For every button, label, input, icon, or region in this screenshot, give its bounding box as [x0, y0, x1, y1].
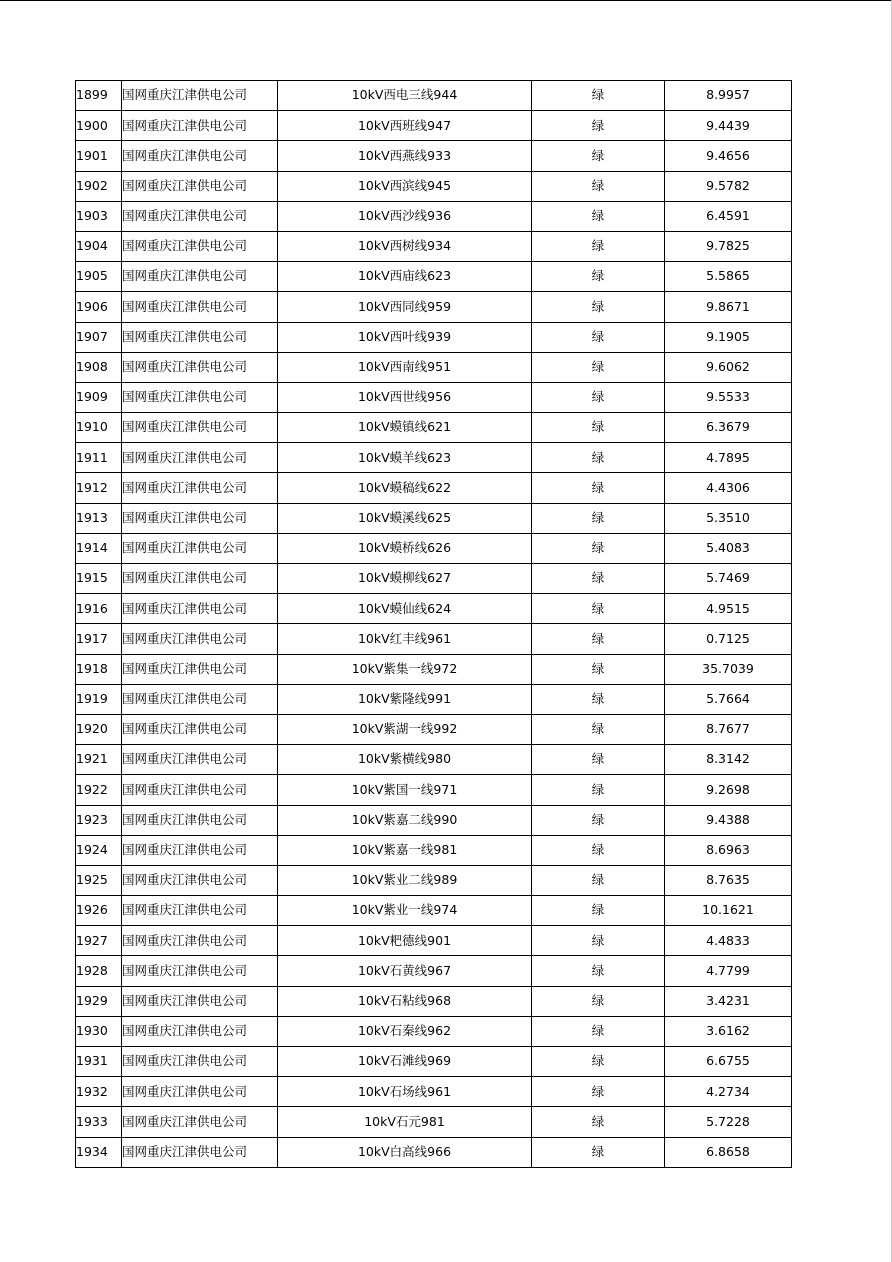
row-number: 1925	[76, 865, 122, 895]
company-cell: 国网重庆江津供电公司	[122, 1047, 278, 1077]
line-name-cell: 10kV石黄线967	[278, 956, 532, 986]
status-cell: 绿	[532, 171, 665, 201]
status-cell: 绿	[532, 684, 665, 714]
line-name-cell: 10kV蟆仙线624	[278, 594, 532, 624]
line-name-cell: 10kV紫隆线991	[278, 684, 532, 714]
line-name-cell: 10kV蟆溪线625	[278, 503, 532, 533]
company-cell: 国网重庆江津供电公司	[122, 473, 278, 503]
value-cell: 6.3679	[665, 413, 792, 443]
line-name-cell: 10kV石滩线969	[278, 1047, 532, 1077]
company-cell: 国网重庆江津供电公司	[122, 775, 278, 805]
line-name-cell: 10kV粑德线901	[278, 926, 532, 956]
status-cell: 绿	[532, 503, 665, 533]
line-name-cell: 10kV石秦线962	[278, 1016, 532, 1046]
row-number: 1923	[76, 805, 122, 835]
row-number: 1902	[76, 171, 122, 201]
company-cell: 国网重庆江津供电公司	[122, 564, 278, 594]
line-name-cell: 10kV西班线947	[278, 111, 532, 141]
status-cell: 绿	[532, 714, 665, 744]
status-cell: 绿	[532, 352, 665, 382]
row-number: 1930	[76, 1016, 122, 1046]
line-name-cell: 10kV蟆稿线622	[278, 473, 532, 503]
value-cell: 8.7635	[665, 865, 792, 895]
value-cell: 6.4591	[665, 201, 792, 231]
status-cell: 绿	[532, 926, 665, 956]
company-cell: 国网重庆江津供电公司	[122, 865, 278, 895]
table-row	[76, 896, 792, 926]
row-number: 1934	[76, 1137, 122, 1167]
line-name-cell: 10kV蟆镇线621	[278, 413, 532, 443]
company-cell: 国网重庆江津供电公司	[122, 322, 278, 352]
company-cell: 国网重庆江津供电公司	[122, 262, 278, 292]
row-number: 1926	[76, 896, 122, 926]
row-number: 1901	[76, 141, 122, 171]
table-row	[76, 956, 792, 986]
status-cell: 绿	[532, 775, 665, 805]
row-number: 1917	[76, 624, 122, 654]
row-number: 1932	[76, 1077, 122, 1107]
table-row	[76, 292, 792, 322]
table-row	[76, 805, 792, 835]
line-name-cell: 10kV西世线956	[278, 382, 532, 412]
table-row	[76, 413, 792, 443]
company-cell: 国网重庆江津供电公司	[122, 594, 278, 624]
company-cell: 国网重庆江津供电公司	[122, 1077, 278, 1107]
status-cell: 绿	[532, 896, 665, 926]
value-cell: 8.6963	[665, 835, 792, 865]
table-row	[76, 503, 792, 533]
value-cell: 9.7825	[665, 231, 792, 261]
status-cell: 绿	[532, 564, 665, 594]
company-cell: 国网重庆江津供电公司	[122, 1016, 278, 1046]
value-cell: 4.4306	[665, 473, 792, 503]
table-row	[76, 231, 792, 261]
table-row	[76, 714, 792, 744]
table-row	[76, 533, 792, 563]
value-cell: 4.9515	[665, 594, 792, 624]
value-cell: 5.7228	[665, 1107, 792, 1137]
company-cell: 国网重庆江津供电公司	[122, 1107, 278, 1137]
value-cell: 3.6162	[665, 1016, 792, 1046]
table-row	[76, 684, 792, 714]
value-cell: 4.7895	[665, 443, 792, 473]
table-row	[76, 745, 792, 775]
company-cell: 国网重庆江津供电公司	[122, 986, 278, 1016]
value-cell: 9.4388	[665, 805, 792, 835]
row-number: 1900	[76, 111, 122, 141]
line-name-cell: 10kV西沙线936	[278, 201, 532, 231]
company-cell: 国网重庆江津供电公司	[122, 835, 278, 865]
line-name-cell: 10kV西庙线623	[278, 262, 532, 292]
status-cell: 绿	[532, 292, 665, 322]
value-cell: 9.1905	[665, 322, 792, 352]
data-table	[75, 80, 792, 1168]
company-cell: 国网重庆江津供电公司	[122, 926, 278, 956]
row-number: 1919	[76, 684, 122, 714]
line-name-cell: 10kV蟆羊线623	[278, 443, 532, 473]
table-row	[76, 564, 792, 594]
table-row	[76, 81, 792, 111]
row-number: 1920	[76, 714, 122, 744]
row-number: 1907	[76, 322, 122, 352]
value-cell: 9.2698	[665, 775, 792, 805]
row-number: 1908	[76, 352, 122, 382]
company-cell: 国网重庆江津供电公司	[122, 956, 278, 986]
table-row	[76, 986, 792, 1016]
row-number: 1913	[76, 503, 122, 533]
company-cell: 国网重庆江津供电公司	[122, 292, 278, 322]
table-row	[76, 865, 792, 895]
table-row	[76, 1047, 792, 1077]
status-cell: 绿	[532, 654, 665, 684]
company-cell: 国网重庆江津供电公司	[122, 684, 278, 714]
status-cell: 绿	[532, 594, 665, 624]
line-name-cell: 10kV西同线959	[278, 292, 532, 322]
status-cell: 绿	[532, 1077, 665, 1107]
row-number: 1914	[76, 533, 122, 563]
status-cell: 绿	[532, 322, 665, 352]
company-cell: 国网重庆江津供电公司	[122, 654, 278, 684]
status-cell: 绿	[532, 865, 665, 895]
company-cell: 国网重庆江津供电公司	[122, 533, 278, 563]
status-cell: 绿	[532, 533, 665, 563]
table-body	[76, 81, 792, 1168]
table-row	[76, 141, 792, 171]
value-cell: 8.7677	[665, 714, 792, 744]
status-cell: 绿	[532, 956, 665, 986]
value-cell: 9.6062	[665, 352, 792, 382]
value-cell: 9.5533	[665, 382, 792, 412]
table-row	[76, 775, 792, 805]
line-name-cell: 10kV紫集一线972	[278, 654, 532, 684]
row-number: 1931	[76, 1047, 122, 1077]
row-number: 1918	[76, 654, 122, 684]
status-cell: 绿	[532, 231, 665, 261]
line-name-cell: 10kV白高线966	[278, 1137, 532, 1167]
table-row	[76, 473, 792, 503]
status-cell: 绿	[532, 111, 665, 141]
table-row	[76, 382, 792, 412]
line-name-cell: 10kV蟆桥线626	[278, 533, 532, 563]
row-number: 1921	[76, 745, 122, 775]
table-row	[76, 1077, 792, 1107]
value-cell: 5.4083	[665, 533, 792, 563]
table-row	[76, 926, 792, 956]
row-number: 1933	[76, 1107, 122, 1137]
table-row	[76, 1107, 792, 1137]
status-cell: 绿	[532, 835, 665, 865]
company-cell: 国网重庆江津供电公司	[122, 443, 278, 473]
status-cell: 绿	[532, 745, 665, 775]
company-cell: 国网重庆江津供电公司	[122, 231, 278, 261]
company-cell: 国网重庆江津供电公司	[122, 624, 278, 654]
status-cell: 绿	[532, 201, 665, 231]
company-cell: 国网重庆江津供电公司	[122, 896, 278, 926]
value-cell: 5.3510	[665, 503, 792, 533]
row-number: 1929	[76, 986, 122, 1016]
line-name-cell: 10kV西电三线944	[278, 81, 532, 111]
value-cell: 4.2734	[665, 1077, 792, 1107]
line-name-cell: 10kV紫业一线974	[278, 896, 532, 926]
row-number: 1911	[76, 443, 122, 473]
table-row	[76, 835, 792, 865]
company-cell: 国网重庆江津供电公司	[122, 805, 278, 835]
status-cell: 绿	[532, 1016, 665, 1046]
status-cell: 绿	[532, 1107, 665, 1137]
status-cell: 绿	[532, 443, 665, 473]
value-cell: 9.5782	[665, 171, 792, 201]
table-row	[76, 262, 792, 292]
table-row	[76, 1137, 792, 1167]
company-cell: 国网重庆江津供电公司	[122, 171, 278, 201]
row-number: 1904	[76, 231, 122, 261]
line-name-cell: 10kV紫业二线989	[278, 865, 532, 895]
company-cell: 国网重庆江津供电公司	[122, 201, 278, 231]
row-number: 1922	[76, 775, 122, 805]
status-cell: 绿	[532, 262, 665, 292]
company-cell: 国网重庆江津供电公司	[122, 382, 278, 412]
table-row	[76, 352, 792, 382]
line-name-cell: 10kV紫湖一线992	[278, 714, 532, 744]
company-cell: 国网重庆江津供电公司	[122, 503, 278, 533]
company-cell: 国网重庆江津供电公司	[122, 1137, 278, 1167]
row-number: 1903	[76, 201, 122, 231]
status-cell: 绿	[532, 1137, 665, 1167]
row-number: 1909	[76, 382, 122, 412]
table-row	[76, 654, 792, 684]
table-row	[76, 594, 792, 624]
row-number: 1906	[76, 292, 122, 322]
table-row	[76, 171, 792, 201]
table-row	[76, 111, 792, 141]
row-number: 1924	[76, 835, 122, 865]
line-name-cell: 10kV西燕线933	[278, 141, 532, 171]
value-cell: 5.7664	[665, 684, 792, 714]
line-name-cell: 10kV石粘线968	[278, 986, 532, 1016]
line-name-cell: 10kV石场线961	[278, 1077, 532, 1107]
value-cell: 9.4439	[665, 111, 792, 141]
value-cell: 4.7799	[665, 956, 792, 986]
line-name-cell: 10kV紫嘉二线990	[278, 805, 532, 835]
status-cell: 绿	[532, 473, 665, 503]
line-name-cell: 10kV红丰线961	[278, 624, 532, 654]
company-cell: 国网重庆江津供电公司	[122, 81, 278, 111]
value-cell: 9.8671	[665, 292, 792, 322]
company-cell: 国网重庆江津供电公司	[122, 714, 278, 744]
row-number: 1905	[76, 262, 122, 292]
value-cell: 9.4656	[665, 141, 792, 171]
status-cell: 绿	[532, 624, 665, 654]
row-number: 1916	[76, 594, 122, 624]
company-cell: 国网重庆江津供电公司	[122, 413, 278, 443]
status-cell: 绿	[532, 986, 665, 1016]
line-name-cell: 10kV蟆柳线627	[278, 564, 532, 594]
value-cell: 3.4231	[665, 986, 792, 1016]
company-cell: 国网重庆江津供电公司	[122, 745, 278, 775]
table-row	[76, 322, 792, 352]
line-name-cell: 10kV西南线951	[278, 352, 532, 382]
company-cell: 国网重庆江津供电公司	[122, 352, 278, 382]
status-cell: 绿	[532, 413, 665, 443]
line-name-cell: 10kV西叶线939	[278, 322, 532, 352]
status-cell: 绿	[532, 81, 665, 111]
row-number: 1928	[76, 956, 122, 986]
row-number: 1899	[76, 81, 122, 111]
row-number: 1912	[76, 473, 122, 503]
value-cell: 4.4833	[665, 926, 792, 956]
company-cell: 国网重庆江津供电公司	[122, 141, 278, 171]
status-cell: 绿	[532, 805, 665, 835]
table-row	[76, 443, 792, 473]
line-name-cell: 10kV紫横线980	[278, 745, 532, 775]
status-cell: 绿	[532, 141, 665, 171]
line-name-cell: 10kV紫国一线971	[278, 775, 532, 805]
line-name-cell: 10kV紫嘉一线981	[278, 835, 532, 865]
table-row	[76, 201, 792, 231]
value-cell: 0.7125	[665, 624, 792, 654]
line-name-cell: 10kV西树线934	[278, 231, 532, 261]
row-number: 1910	[76, 413, 122, 443]
value-cell: 5.7469	[665, 564, 792, 594]
status-cell: 绿	[532, 382, 665, 412]
value-cell: 35.7039	[665, 654, 792, 684]
page-top-border	[0, 0, 892, 1]
line-name-cell: 10kV石元981	[278, 1107, 532, 1137]
value-cell: 5.5865	[665, 262, 792, 292]
status-cell: 绿	[532, 1047, 665, 1077]
row-number: 1915	[76, 564, 122, 594]
company-cell: 国网重庆江津供电公司	[122, 111, 278, 141]
table-row	[76, 624, 792, 654]
value-cell: 6.8658	[665, 1137, 792, 1167]
value-cell: 10.1621	[665, 896, 792, 926]
value-cell: 8.3142	[665, 745, 792, 775]
value-cell: 6.6755	[665, 1047, 792, 1077]
row-number: 1927	[76, 926, 122, 956]
value-cell: 8.9957	[665, 81, 792, 111]
table-row	[76, 1016, 792, 1046]
line-name-cell: 10kV西滨线945	[278, 171, 532, 201]
